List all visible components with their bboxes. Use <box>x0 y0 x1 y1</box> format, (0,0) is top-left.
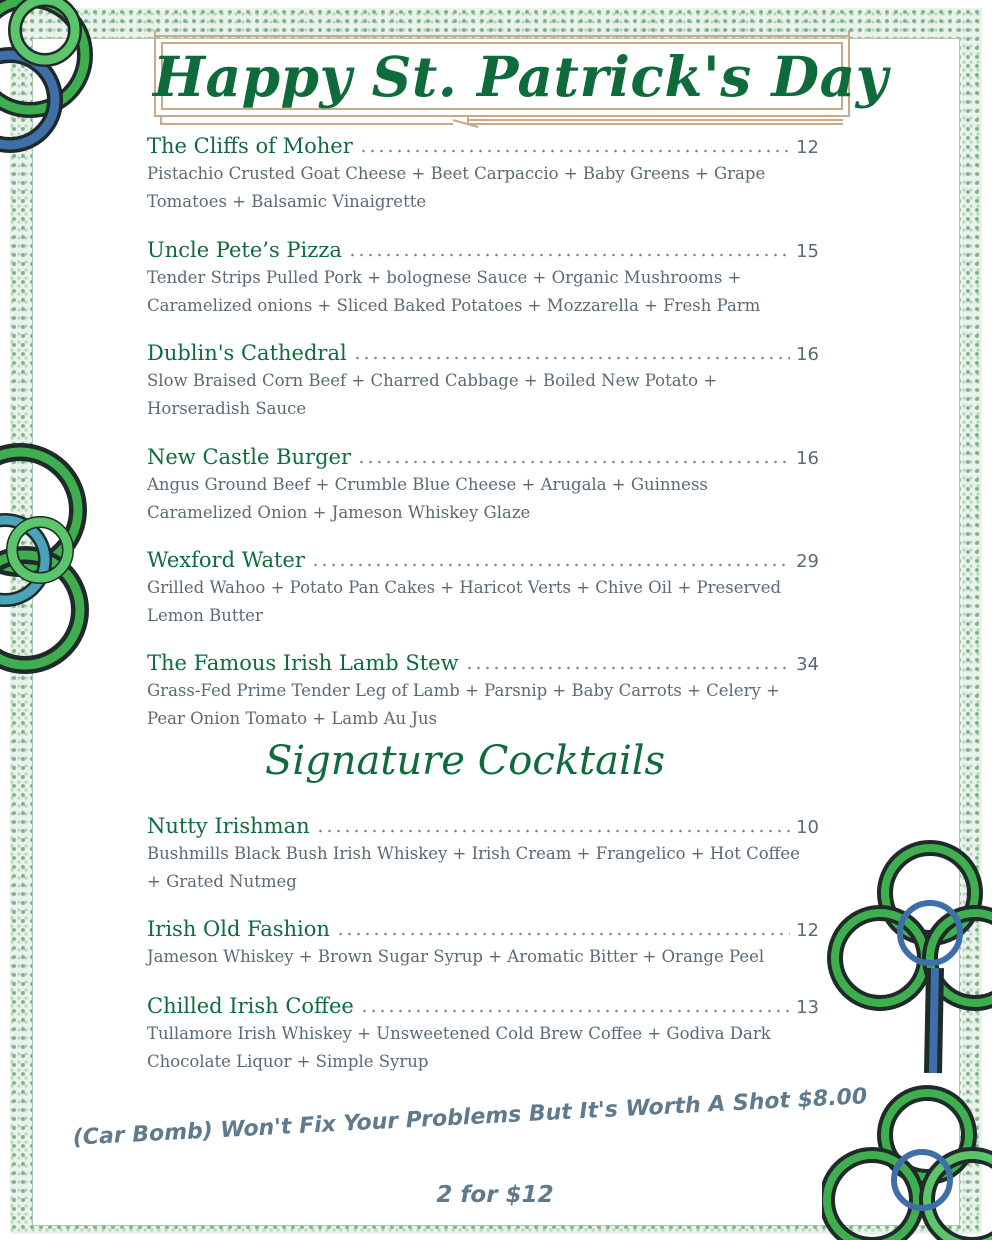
item-name: Uncle Pete’s Pizza <box>147 238 342 262</box>
menu-item <box>147 648 819 732</box>
menu-item <box>147 338 819 422</box>
menu-item <box>147 914 819 971</box>
item-description: Bushmills Black Bush Irish Whiskey + Irish Cream + Frangelico + Hot Coffee + Grated Nutmeg <box>147 844 800 891</box>
item-price: 12 <box>796 137 819 158</box>
dot-leader <box>316 828 790 834</box>
item-name: The Famous Irish Lamb Stew <box>147 651 459 675</box>
item-name: New Castle Burger <box>147 445 351 469</box>
dot-leader <box>360 1008 790 1014</box>
item-name: Irish Old Fashion <box>147 917 330 941</box>
page-title: Happy St. Patrick's Day <box>153 44 889 109</box>
promo-price: 2 for $12 <box>436 1182 554 1208</box>
dot-leader <box>311 562 790 568</box>
item-description: Pistachio Crusted Goat Cheese + Beet Carpaccio + Baby Greens + Grape Tomatoes + Balsamic Vinaigrette <box>147 164 766 211</box>
item-description: Tender Strips Pulled Pork + bolognese Sauce + Organic Mushrooms + Caramelized onions + Sliced Baked Potatoes + Mozzarella + Fresh Parm <box>147 268 761 315</box>
item-description: Angus Ground Beef + Crumble Blue Cheese + Arugala + Guinness Caramelized Onion + Jameson Whiskey Glaze <box>147 475 708 522</box>
menu-item <box>147 545 819 629</box>
dot-leader <box>348 252 790 258</box>
menu-item <box>147 131 819 215</box>
celtic-knot-icon <box>0 0 105 165</box>
dot-leader <box>359 148 790 154</box>
item-description: Slow Braised Corn Beef + Charred Cabbage + Boiled New Potato + Horseradish Sauce <box>147 371 718 418</box>
item-name: Chilled Irish Coffee <box>147 994 354 1018</box>
dot-leader <box>465 665 791 671</box>
dot-leader <box>336 931 790 937</box>
item-price: 15 <box>796 241 819 262</box>
dot-leader <box>353 355 790 361</box>
menu-item <box>147 235 819 319</box>
shamrock-icon <box>825 838 992 1078</box>
item-price: 29 <box>796 551 819 572</box>
item-price: 16 <box>796 448 819 469</box>
title-plaque <box>153 30 889 130</box>
menu-item <box>147 811 819 895</box>
menu-item <box>147 442 819 526</box>
item-description: Grilled Wahoo + Potato Pan Cakes + Haricot Verts + Chive Oil + Preserved Lemon Butter <box>147 578 782 625</box>
item-description: Grass-Fed Prime Tender Leg of Lamb + Parsnip + Baby Carrots + Celery + Pear Onion Tomato + Lamb Au Jus <box>147 681 780 728</box>
item-name: Nutty Irishman <box>147 814 310 838</box>
menu-item <box>147 991 819 1075</box>
item-price: 13 <box>796 997 819 1018</box>
item-name: Wexford Water <box>147 548 305 572</box>
item-name: Dublin's Cathedral <box>147 341 347 365</box>
celtic-knot-icon <box>0 440 105 695</box>
item-price: 34 <box>796 654 819 675</box>
shamrock-icon <box>822 1080 992 1240</box>
section-heading-cocktails: Signature Cocktails <box>264 738 666 784</box>
dot-leader <box>357 459 790 465</box>
item-name: The Cliffs of Moher <box>147 134 353 158</box>
item-price: 16 <box>796 344 819 365</box>
item-description: Jameson Whiskey + Brown Sugar Syrup + Aromatic Bitter + Orange Peel <box>147 947 765 966</box>
item-description: Tullamore Irish Whiskey + Unsweetened Cold Brew Coffee + Godiva Dark Chocolate Liquor + Simple Syrup <box>147 1024 771 1071</box>
promo-text: (Car Bomb) Won't Fix Your Problems But It's Worth A Shot $8.00 <box>72 1084 868 1151</box>
item-price: 10 <box>796 817 819 838</box>
item-price: 12 <box>796 920 819 941</box>
